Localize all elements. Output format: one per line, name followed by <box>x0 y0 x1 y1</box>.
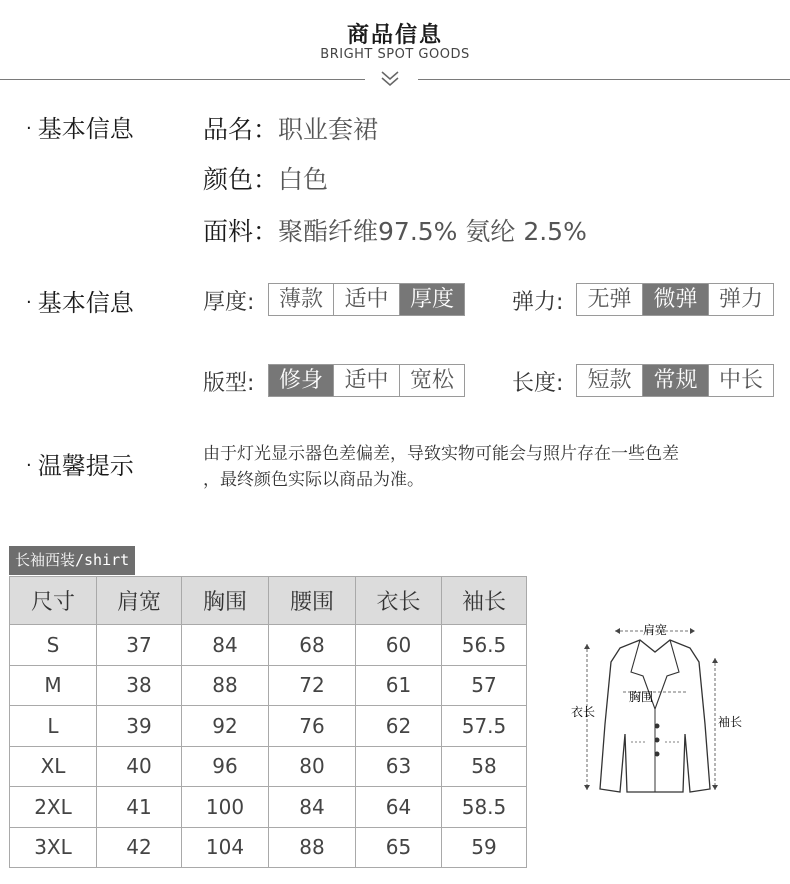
elasticity-option-stretch[interactable]: 弹力 <box>709 284 773 315</box>
table-cell: M <box>10 665 97 706</box>
table-cell: 84 <box>269 787 356 828</box>
length-options <box>576 364 774 397</box>
section-basic-info-2 <box>26 283 134 318</box>
table-cell: 76 <box>269 706 356 747</box>
table-cell: 84 <box>182 625 269 666</box>
table-cell: 100 <box>182 787 269 828</box>
info-key: 品名： <box>203 115 279 144</box>
column-header: 肩宽 <box>97 577 182 625</box>
page-title: 商品信息 <box>346 23 443 48</box>
info-value: 职业套裙 <box>278 115 379 144</box>
table-cell: 63 <box>356 746 442 787</box>
body-length-label: 衣长 <box>570 705 596 719</box>
length-label: 长度: <box>512 371 564 396</box>
bullet-dot: · <box>26 292 32 313</box>
length-option-regular[interactable]: 常规 <box>643 365 709 396</box>
table-cell: 88 <box>182 665 269 706</box>
table-cell: 58.5 <box>442 787 527 828</box>
table-row <box>10 827 527 868</box>
table-cell: 37 <box>97 625 182 666</box>
elasticity-option-none[interactable]: 无弹 <box>577 284 643 315</box>
column-header: 衣长 <box>356 577 442 625</box>
table-cell: 62 <box>356 706 442 747</box>
tip-text <box>203 441 763 493</box>
table-cell: 38 <box>97 665 182 706</box>
table-cell: 58 <box>442 746 527 787</box>
table-cell: 40 <box>97 746 182 787</box>
table-cell: 72 <box>269 665 356 706</box>
info-product-name <box>203 110 378 146</box>
table-cell: XL <box>10 746 97 787</box>
table-cell: 59 <box>442 827 527 868</box>
shoulder-width-label: 肩宽 <box>642 623 668 637</box>
table-cell: 56.5 <box>442 625 527 666</box>
thickness-option-medium[interactable]: 适中 <box>334 284 400 315</box>
thickness-options <box>268 283 465 316</box>
bullet-dot: · <box>26 455 32 476</box>
table-cell: 68 <box>269 625 356 666</box>
table-cell: 42 <box>97 827 182 868</box>
header-divider-left <box>0 79 365 80</box>
table-cell: 61 <box>356 665 442 706</box>
table-cell: 88 <box>269 827 356 868</box>
sleeve-length-label: 袖长 <box>717 715 743 729</box>
tip-line-2: ，最终颜色实际以商品为准。 <box>203 470 424 490</box>
table-row <box>10 665 527 706</box>
column-header: 尺寸 <box>10 577 97 625</box>
table-cell: 64 <box>356 787 442 828</box>
header-divider-right <box>418 79 790 80</box>
table-cell: 3XL <box>10 827 97 868</box>
elasticity-options <box>576 283 774 316</box>
table-cell: 92 <box>182 706 269 747</box>
double-chevron-down-icon <box>377 69 403 89</box>
fit-option-regular[interactable]: 适中 <box>334 365 400 396</box>
info-fabric <box>203 212 587 248</box>
thickness-option-thin[interactable]: 薄款 <box>269 284 334 315</box>
thickness-label: 厚度: <box>203 290 255 315</box>
column-header: 胸围 <box>182 577 269 625</box>
column-header: 袖长 <box>442 577 527 625</box>
table-cell: 2XL <box>10 787 97 828</box>
page-subtitle: BRIGHT SPOT GOODS <box>320 47 470 62</box>
table-cell: 60 <box>356 625 442 666</box>
section-warm-tip <box>26 446 134 481</box>
table-cell: 57 <box>442 665 527 706</box>
info-color <box>203 160 328 196</box>
fit-label: 版型: <box>203 371 255 396</box>
table-cell: L <box>10 706 97 747</box>
blazer-measurement-diagram-icon <box>565 614 765 804</box>
info-key: 颜色： <box>203 165 279 194</box>
table-row <box>10 746 527 787</box>
fit-option-loose[interactable]: 宽松 <box>400 365 464 396</box>
table-row <box>10 706 527 747</box>
elasticity-option-slight[interactable]: 微弹 <box>643 284 709 315</box>
info-key: 面料： <box>203 217 279 246</box>
table-cell: 80 <box>269 746 356 787</box>
info-value: 白色 <box>278 165 329 194</box>
tip-line-1: 由于灯光显示器色差偏差，导致实物可能会与照片存在一些色差 <box>203 444 679 464</box>
table-row <box>10 787 527 828</box>
table-cell: 57.5 <box>442 706 527 747</box>
table-cell: 96 <box>182 746 269 787</box>
length-option-short[interactable]: 短款 <box>577 365 643 396</box>
fit-option-slim[interactable]: 修身 <box>269 365 334 396</box>
thickness-option-thick[interactable]: 厚度 <box>400 284 464 315</box>
table-cell: 41 <box>97 787 182 828</box>
section-label: 基本信息 <box>37 115 134 143</box>
size-table <box>9 576 527 868</box>
chest-label: 胸围 <box>628 690 654 704</box>
bullet-dot: · <box>26 118 32 139</box>
table-cell: 39 <box>97 706 182 747</box>
table-cell: 65 <box>356 827 442 868</box>
column-header: 腰围 <box>269 577 356 625</box>
elasticity-label: 弹力: <box>512 290 564 315</box>
table-row <box>10 625 527 666</box>
table-header-row <box>10 577 527 625</box>
fit-options <box>268 364 465 397</box>
size-table-tag: 长袖西装/shirt <box>9 546 135 575</box>
info-value: 聚酯纤维97.5% 氨纶 2.5% <box>278 217 587 246</box>
table-cell: S <box>10 625 97 666</box>
length-option-midlength[interactable]: 中长 <box>709 365 773 396</box>
section-basic-info-1 <box>26 109 134 144</box>
section-label: 基本信息 <box>37 289 134 317</box>
table-cell: 104 <box>182 827 269 868</box>
section-label: 温馨提示 <box>37 452 134 480</box>
